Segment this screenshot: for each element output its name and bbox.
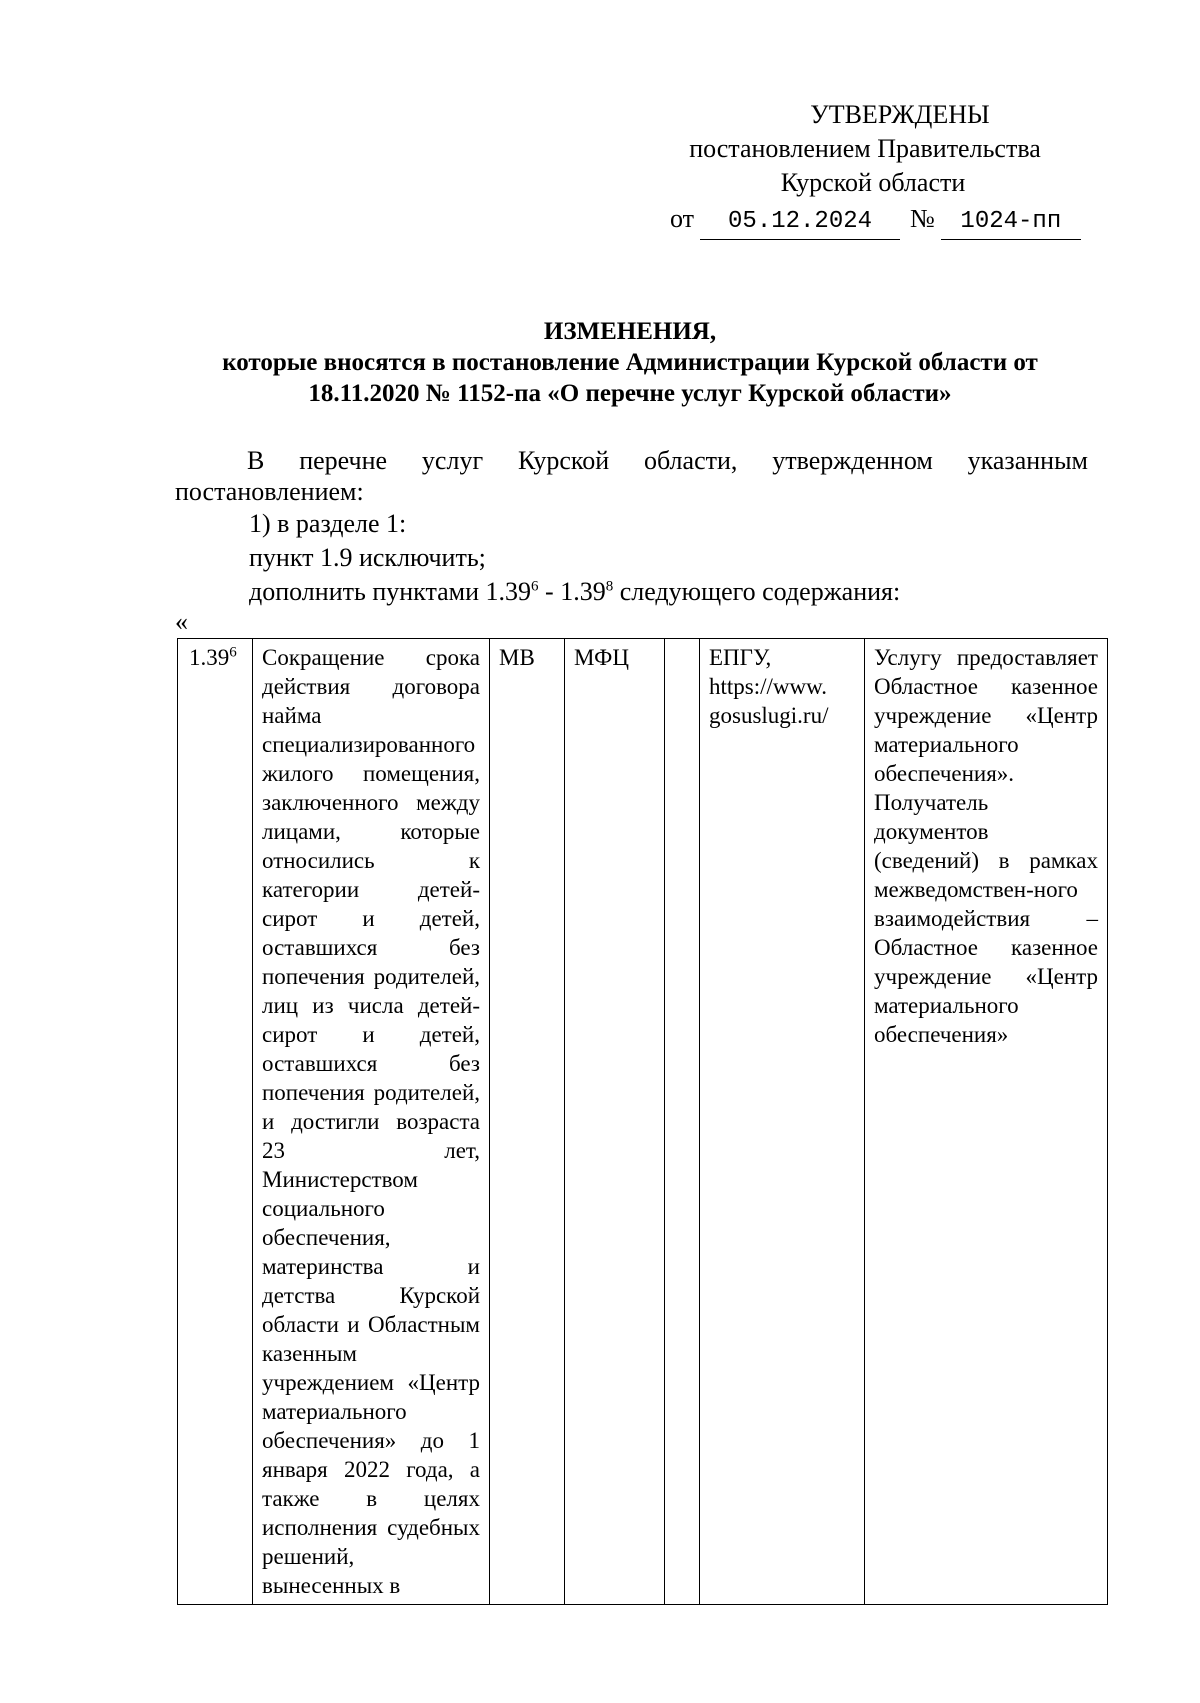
item-add-mid: - 1.39 xyxy=(538,577,606,606)
cell-provider: Услугу предоставляет Областное казенное учреждение «Центр материального обеспечения». Получатель документов (сведений) в рамках межведомствен-ного взаимодействия – Областное казенное учреждение «Центр материального обеспечения» xyxy=(865,639,1108,1605)
cell-level: МВ xyxy=(490,639,565,1605)
item-add-sup1: 6 xyxy=(531,578,539,595)
portal-name: ЕПГУ, xyxy=(709,645,772,670)
cell-number-sup: 6 xyxy=(229,644,237,661)
open-quote: « xyxy=(175,607,188,636)
title-heading: ИЗМЕНЕНИЯ, xyxy=(543,318,717,345)
cell-service-name: Сокращение срока действия договора найма специализированного жилого помещения, заключенного между лицами, которые относились к категории детей-сирот и детей, оставшихся без попечения родителей, лиц из числа детей-сирот и детей, оставшихся без попечения родителей, и достигли возраста 23 лет, Министерством социального обеспечения, материнства и детства Курской области и Областным казенным учреждением «Центр материального обеспечения» до 1 января 2022 года, а также в целях исполнения судебных решений, вынесенных в xyxy=(253,639,490,1605)
approval-region: Курской области xyxy=(780,168,966,197)
date-prefix: от xyxy=(670,204,695,233)
item-add xyxy=(249,576,1089,607)
intro-paragraph: В перечне услуг Курской области, утвержденном указанным постановлением: xyxy=(175,446,1088,506)
document-title xyxy=(170,316,1090,409)
table-row xyxy=(178,639,1108,1605)
approval-heading: УТВЕРЖДЕНЫ xyxy=(810,100,990,129)
item-add-prefix: дополнить пунктами 1.39 xyxy=(249,577,532,606)
approval-date-line xyxy=(620,202,1110,240)
item-exclude: пункт 1.9 исключить; xyxy=(249,543,486,572)
approval-block xyxy=(620,98,1110,240)
portal-url-1: https://www. xyxy=(709,674,827,699)
approval-authority: постановлением Правительства xyxy=(689,134,1041,163)
title-subtitle: которые вносятся в постановление Администрации Курской области от 18.11.2020 № 1152-па «О перечне услуг Курской области» xyxy=(222,349,1038,407)
number-sign: № xyxy=(910,204,935,233)
portal-url-2: gosuslugi.ru/ xyxy=(709,703,829,728)
item-add-suffix: следующего содержания: xyxy=(613,577,901,606)
approval-number: 1024-пп xyxy=(941,205,1081,240)
cell-empty xyxy=(665,639,700,1605)
item-add-sup2: 8 xyxy=(605,578,614,595)
approval-date: 05.12.2024 xyxy=(700,205,900,240)
cell-portal xyxy=(700,639,865,1605)
services-table xyxy=(177,638,1108,1605)
item-section-1: 1) в разделе 1: xyxy=(249,509,407,538)
cell-number: 1.39$^6$ xyxy=(178,639,253,1605)
cell-mfc: МФЦ xyxy=(565,639,665,1605)
